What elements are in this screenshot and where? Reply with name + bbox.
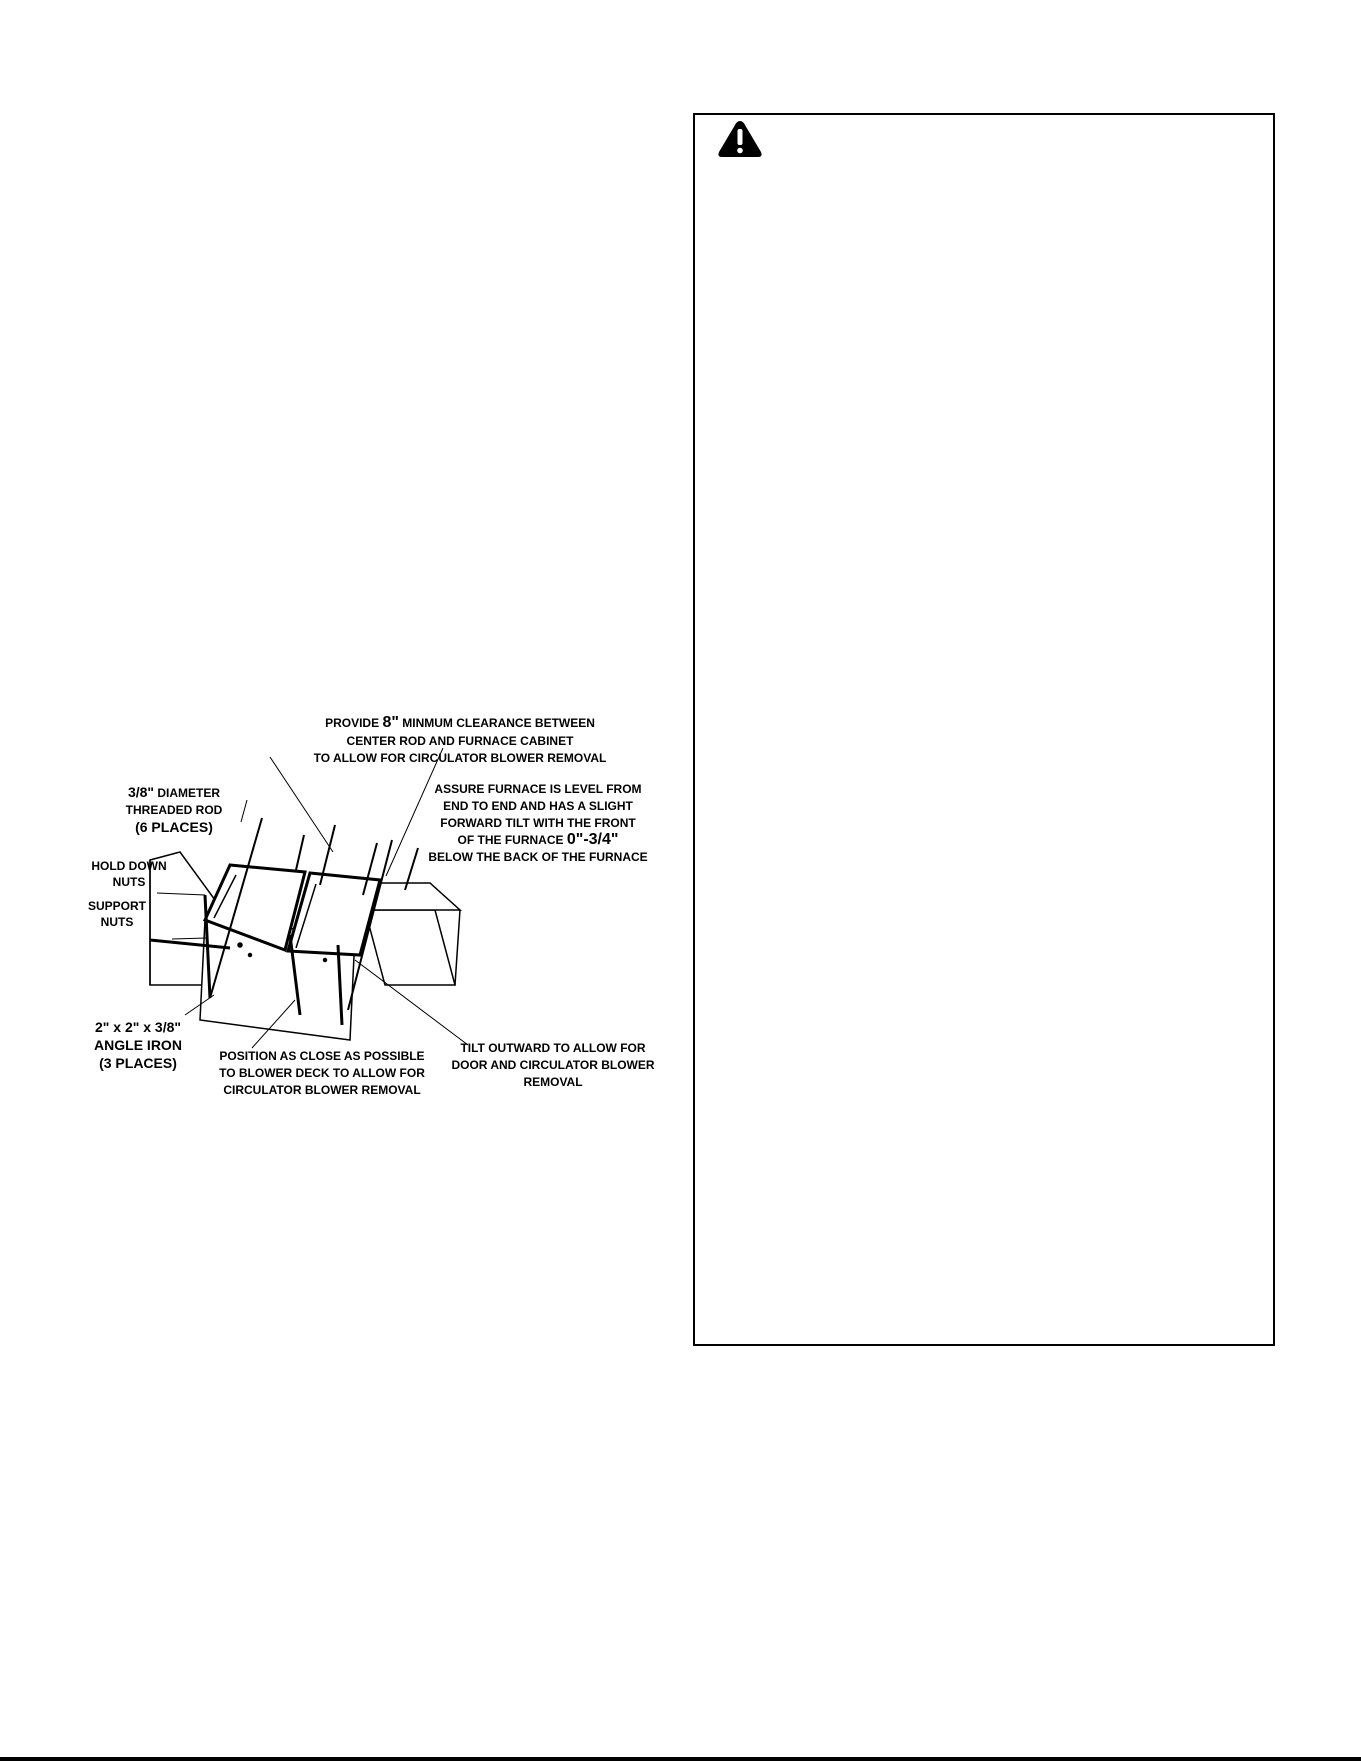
level-callout-line2: END TO END AND HAS A SLIGHT (443, 799, 633, 813)
level-callout-line5: BELOW THE BACK OF THE FURNACE (428, 850, 648, 864)
hold-down-callout-line2: NUTS (112, 875, 146, 889)
footer-rule (0, 1757, 1361, 1761)
position-callout-line3: CIRCULATOR BLOWER REMOVAL (223, 1083, 421, 1097)
clearance-callout-line3: TO ALLOW FOR CIRCULATOR BLOWER REMOVAL (313, 751, 607, 765)
support-nuts-callout-line1: SUPPORT (87, 899, 147, 913)
tilt-callout-line3: REMOVAL (523, 1075, 583, 1089)
threaded-rod (296, 835, 304, 870)
level-callout-line3: FORWARD TILT WITH THE FRONT (440, 816, 636, 830)
warning-box (693, 113, 1275, 1346)
warning-triangle-icon (717, 119, 763, 159)
support-nuts-callout-line2: NUTS (100, 915, 134, 929)
clearance-callout-line1: PROVIDE 8" MINMUM CLEARANCE BETWEEN (325, 714, 595, 731)
angle-iron-callout-line3: (3 PLACES) (99, 1055, 177, 1071)
level-callout-line1: ASSURE FURNACE IS LEVEL FROM (434, 782, 642, 796)
furnace-suspension-diagram (0, 0, 690, 1120)
position-callout-line2: TO BLOWER DECK TO ALLOW FOR (219, 1066, 425, 1080)
clearance-callout-line2: CENTER ROD AND FURNACE CABINET (346, 734, 574, 748)
tilt-callout-line1: TILT OUTWARD TO ALLOW FOR (460, 1041, 646, 1055)
angle-iron-callout-line2: ANGLE IRON (94, 1037, 182, 1053)
position-callout-line1: POSITION AS CLOSE AS POSSIBLE (219, 1049, 425, 1063)
hold-down-callout-line1: HOLD DOWN (91, 859, 167, 873)
rod-callout-line2: THREADED ROD (125, 803, 223, 817)
level-callout-line4: OF THE FURNACE 0"-3/4" (457, 831, 619, 848)
rod-callout-line3: (6 PLACES) (135, 819, 213, 835)
angle-iron-callout-line1: 2" x 2" x 3/8" (94, 1019, 182, 1035)
right-duct (365, 910, 455, 985)
rod-callout-line1: 3/8" DIAMETER (127, 784, 221, 800)
tilt-callout-line2: DOOR AND CIRCULATOR BLOWER (451, 1058, 655, 1072)
